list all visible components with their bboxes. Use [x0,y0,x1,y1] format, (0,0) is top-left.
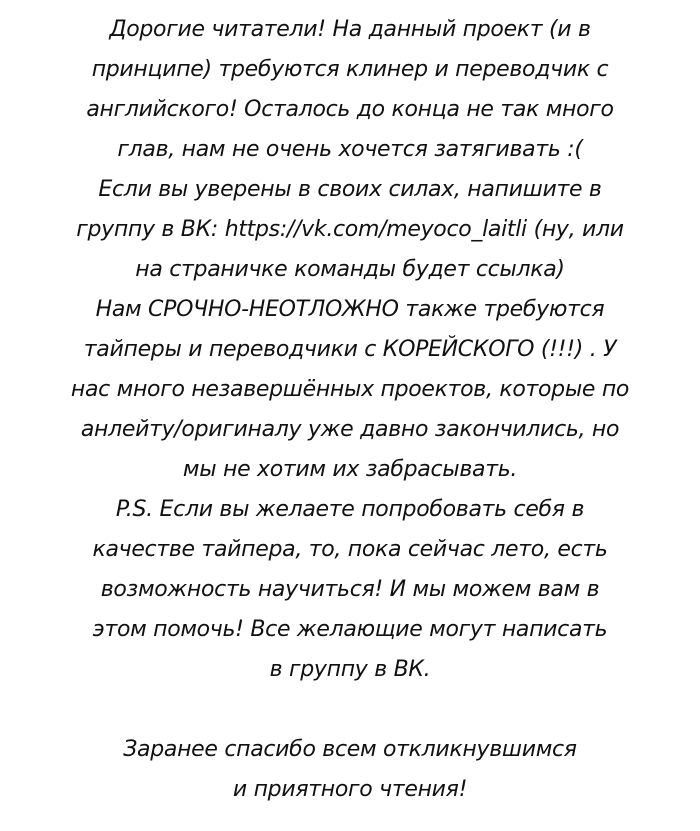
notice-line: Нам СРОЧНО-НЕОТЛОЖНО также требуются [95,297,605,322]
notice-line: этом помочь! Все желающие могут написать [92,617,608,642]
notice-text [20,10,680,810]
notice-line: в группу в ВК. [269,657,431,682]
paragraph-gap [20,690,680,730]
notice-line: глав, нам не очень хочется затягивать :( [117,137,583,162]
notice-line: нас много незавершённых проектов, которые по [70,377,630,402]
closing-line: и приятного чтения! [232,777,468,802]
notice-line: Дорогие читатели! На данный проект (и в [109,17,591,42]
notice-line: тайперы и переводчики с КОРЕЙСКОГО (!!!) . У [83,337,617,362]
notice-line: P.S. Если вы желаете попробовать себя в [115,497,585,522]
closing-line: Заранее спасибо всем откликнувшимся [123,737,577,762]
notice-line: качестве тайпера, то, пока сейчас лето, есть [92,537,608,562]
notice-line: группу в ВК: https://vk.com/meyoco_laitli (ну, или [76,217,624,242]
notice-line: принципе) требуются клинер и переводчик с [91,57,609,82]
notice-line: анлейту/оригиналу уже давно закончились, но [80,417,620,442]
notice-line: английского! Осталось до конца не так много [86,97,614,122]
notice-line: Если вы уверены в своих силах, напишите в [98,177,602,202]
notice-line: на страничке команды будет ссылка) [135,257,565,282]
notice-line: мы не хотим их забрасывать. [182,457,518,482]
notice-line: возможность научиться! И мы можем вам в [100,577,600,602]
